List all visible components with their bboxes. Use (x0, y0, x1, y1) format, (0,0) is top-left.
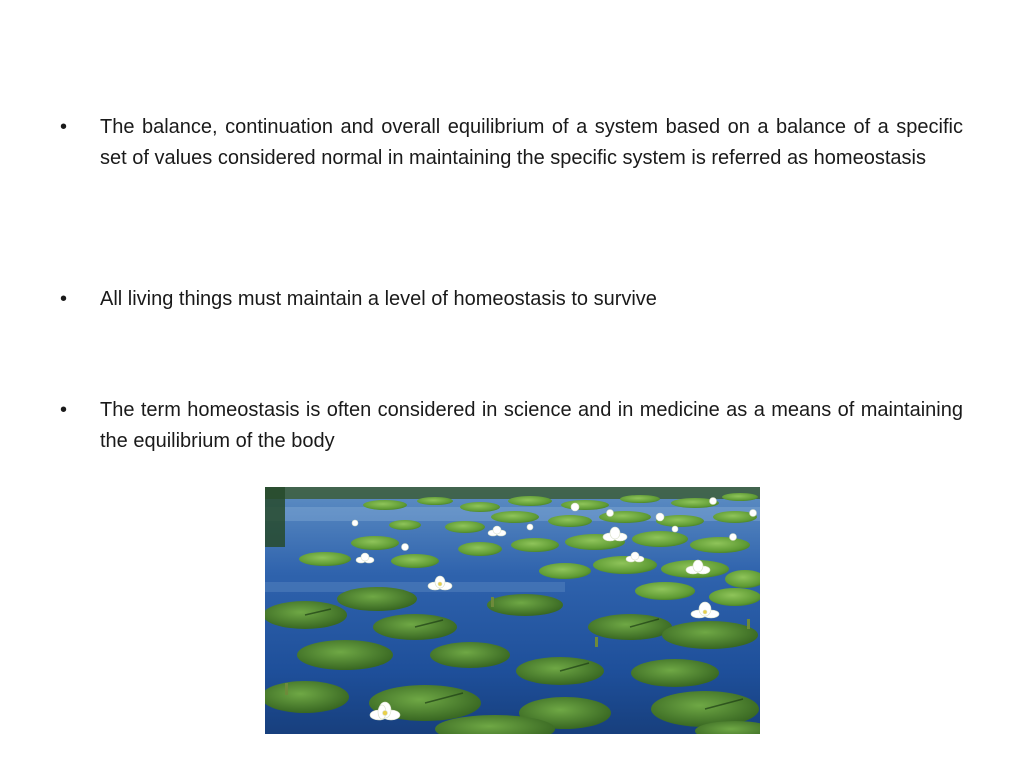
bullet-item (60, 395, 963, 456)
bullet-text: The term homeostasis is often considered in science and in medicine as a means of maintaining the equilibrium of the body (100, 399, 963, 452)
bullet-marker: • (60, 399, 68, 421)
bullet-item (60, 284, 963, 315)
bullet-text: The balance, continuation and overall equilibrium of a system based on a balance of a specific set of values considered normal in maintaining the specific system is referred as homeostasis (100, 116, 963, 169)
bullet-marker: • (60, 288, 68, 310)
water-lily-pond-photo (265, 487, 760, 734)
bullet-marker: • (60, 116, 68, 138)
bullet-text: All living things must maintain a level of homeostasis to survive (100, 288, 657, 310)
bullet-item (60, 112, 963, 173)
